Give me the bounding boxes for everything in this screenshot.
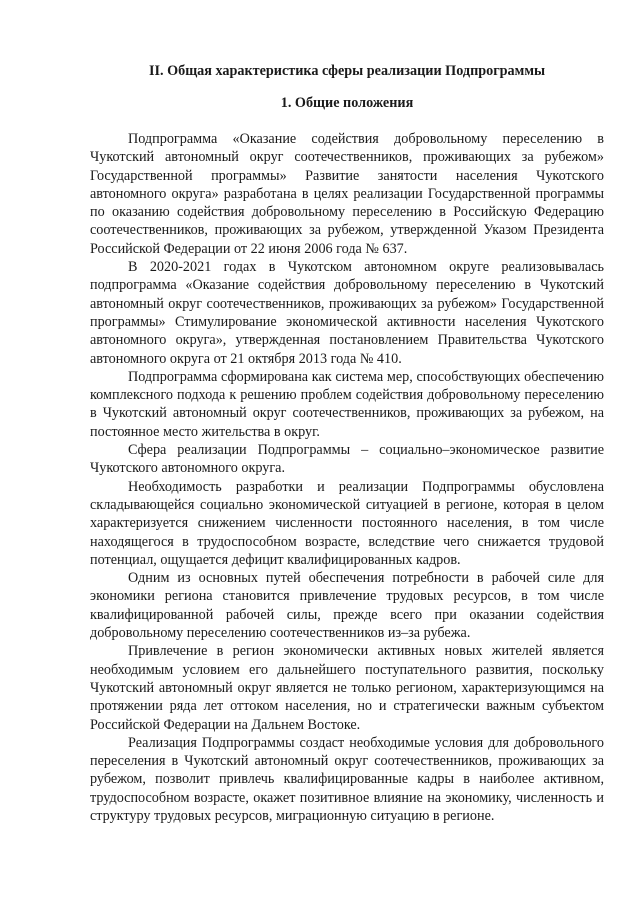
paragraph-1: Подпрограмма «Оказание содействия добровольному переселению в Чукотский автономный округ соотечественников, проживающих за рубежом» Государственной программы» Развитие занятости населения Чукотского автономного округа» разработана в целях реализации Государственной программы по оказанию содействия добровольному переселению в Российскую Федерацию соотечественников, проживающих за рубежом, утвержденной Указом Президента Российской Федерации от 22 июня 2006 года № 637. bbox=[90, 131, 604, 257]
document-page bbox=[90, 62, 604, 825]
paragraph-3: Подпрограмма сформирована как система мер, способствующих обеспечению комплексного подхода к решению проблем содействия добровольному переселению в Чукотский автономный округ соотечественников, проживающих за рубежом, на постоянное место жительства в округ. bbox=[90, 368, 604, 440]
paragraph-2: В 2020-2021 годах в Чукотском автономном округе реализовывалась подпрограмма «Оказание содействия добровольному переселению в Чукотский автономный округ соотечественников, проживающих за рубежом» Государственной программы» Стимулирование экономической активности населения Чукотского автономного округа», утвержденная постановлением Правительства Чукотского автономного округа от 21 октября 2013 года № 410. bbox=[90, 259, 604, 367]
paragraph-7: Привлечение в регион экономически активных новых жителей является необходимым условием его дальнейшего поступательного развития, поскольку Чукотский автономный округ является не только регионом, характеризующимся на протяжении ряда лет оттоком населения, но и стратегически важным субъектом Российской Федерации на Дальнем Востоке. bbox=[90, 643, 604, 733]
subsection-title: 1. Общие положения bbox=[280, 95, 414, 111]
paragraph-5: Необходимость разработки и реализации Подпрограммы обусловлена складывающейся социально экономической ситуацией в регионе, которая в целом характеризуется снижением численности постоянного населения, в том числе находящегося в трудоспособном возрасте, вследствие чего снижается трудовой потенциал, ощущается дефицит квалифицированных кадров. bbox=[90, 478, 604, 568]
paragraph-8: Реализация Подпрограммы создаст необходимые условия для добровольного переселения в Чукотский автономный округ соотечественников, проживающих за рубежом, позволит привлечь квалифицированные кадры в наиболее активном, трудоспособном возрасте, окажет позитивное влияние на экономику, численность и структуру трудовых ресурсов, миграционную ситуацию в регионе. bbox=[90, 734, 604, 824]
paragraph-4: Сфера реализации Подпрограммы – социально–экономическое развитие Чукотского автономного округа. bbox=[90, 442, 604, 477]
paragraph-6: Одним из основных путей обеспечения потребности в рабочей силе для экономики региона становится привлечение трудовых ресурсов, в том числе квалифицированной рабочей силы, прежде всего при оказании содействия добровольному переселению соотечественников из–за рубежа. bbox=[90, 570, 604, 642]
section-title: II. Общая характеристика сферы реализации Подпрограммы bbox=[148, 63, 546, 79]
